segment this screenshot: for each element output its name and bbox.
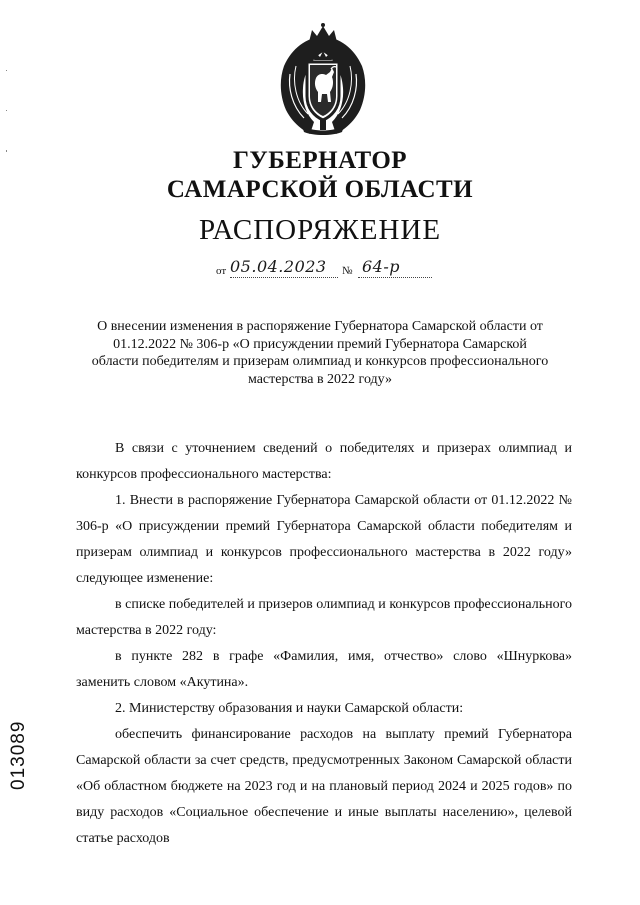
body-paragraph: обеспечить финансирование расходов на выплату премий Губернатора Самарской области за счет средств, предусмотренных Законом Самарской области «Об областном бюджете на 2023 год и на плановый период 2024 и 2025 годов» по виду расходов «Социальное обеспечение и иные выплаты населению», целевой статье расходов [76, 727, 572, 846]
document-body [76, 436, 572, 852]
authority-title-line2: САМАРСКОЙ ОБЛАСТИ [166, 176, 474, 203]
number-underline [358, 277, 432, 278]
body-paragraph: 2. Министерству образования и науки Самарской области: [115, 701, 464, 716]
scan-mark [6, 110, 7, 111]
scan-mark [6, 70, 7, 71]
number-value: 64-р [362, 257, 401, 276]
body-paragraph: в пункте 282 в графе «Фамилия, имя, отчество» слово «Шнуркова» заменить словом «Акутина». [76, 649, 572, 690]
number-label: № [342, 265, 353, 277]
coat-of-arms-samara-icon [276, 22, 370, 140]
registration-line [212, 257, 442, 283]
body-paragraph: В связи с уточнением сведений о победителях и призерах олимпиад и конкурсов профессионального мастерства: [76, 441, 572, 482]
authority-title-line1: ГУБЕРНАТОР [232, 147, 408, 174]
side-registration-number: 013089 [8, 720, 29, 790]
body-paragraph: 1. Внести в распоряжение Губернатора Самарской области от 01.12.2022 № 306-р «О присуждении премий Губернатора Самарской области победителям и призерам олимпиад и конкурсов профессионального мастерства в 2022 году» следующее изменение: [76, 493, 572, 586]
document-subject: О внесении изменения в распоряжение Губернатора Самарской области от 01.12.2022 № 306-р «О присуждении премий Губернатора Самарской области победителям и призерам олимпиад и конкурсов профессионального мастерства в 2022 году» [91, 319, 549, 387]
date-value: 05.04.2023 [230, 257, 327, 276]
date-label: от [216, 265, 227, 277]
body-paragraph: в списке победителей и призеров олимпиад и конкурсов профессионального мастерства в 2022 году: [76, 597, 572, 638]
date-underline [230, 277, 338, 278]
document-type-title: РАСПОРЯЖЕНИЕ [198, 214, 442, 246]
